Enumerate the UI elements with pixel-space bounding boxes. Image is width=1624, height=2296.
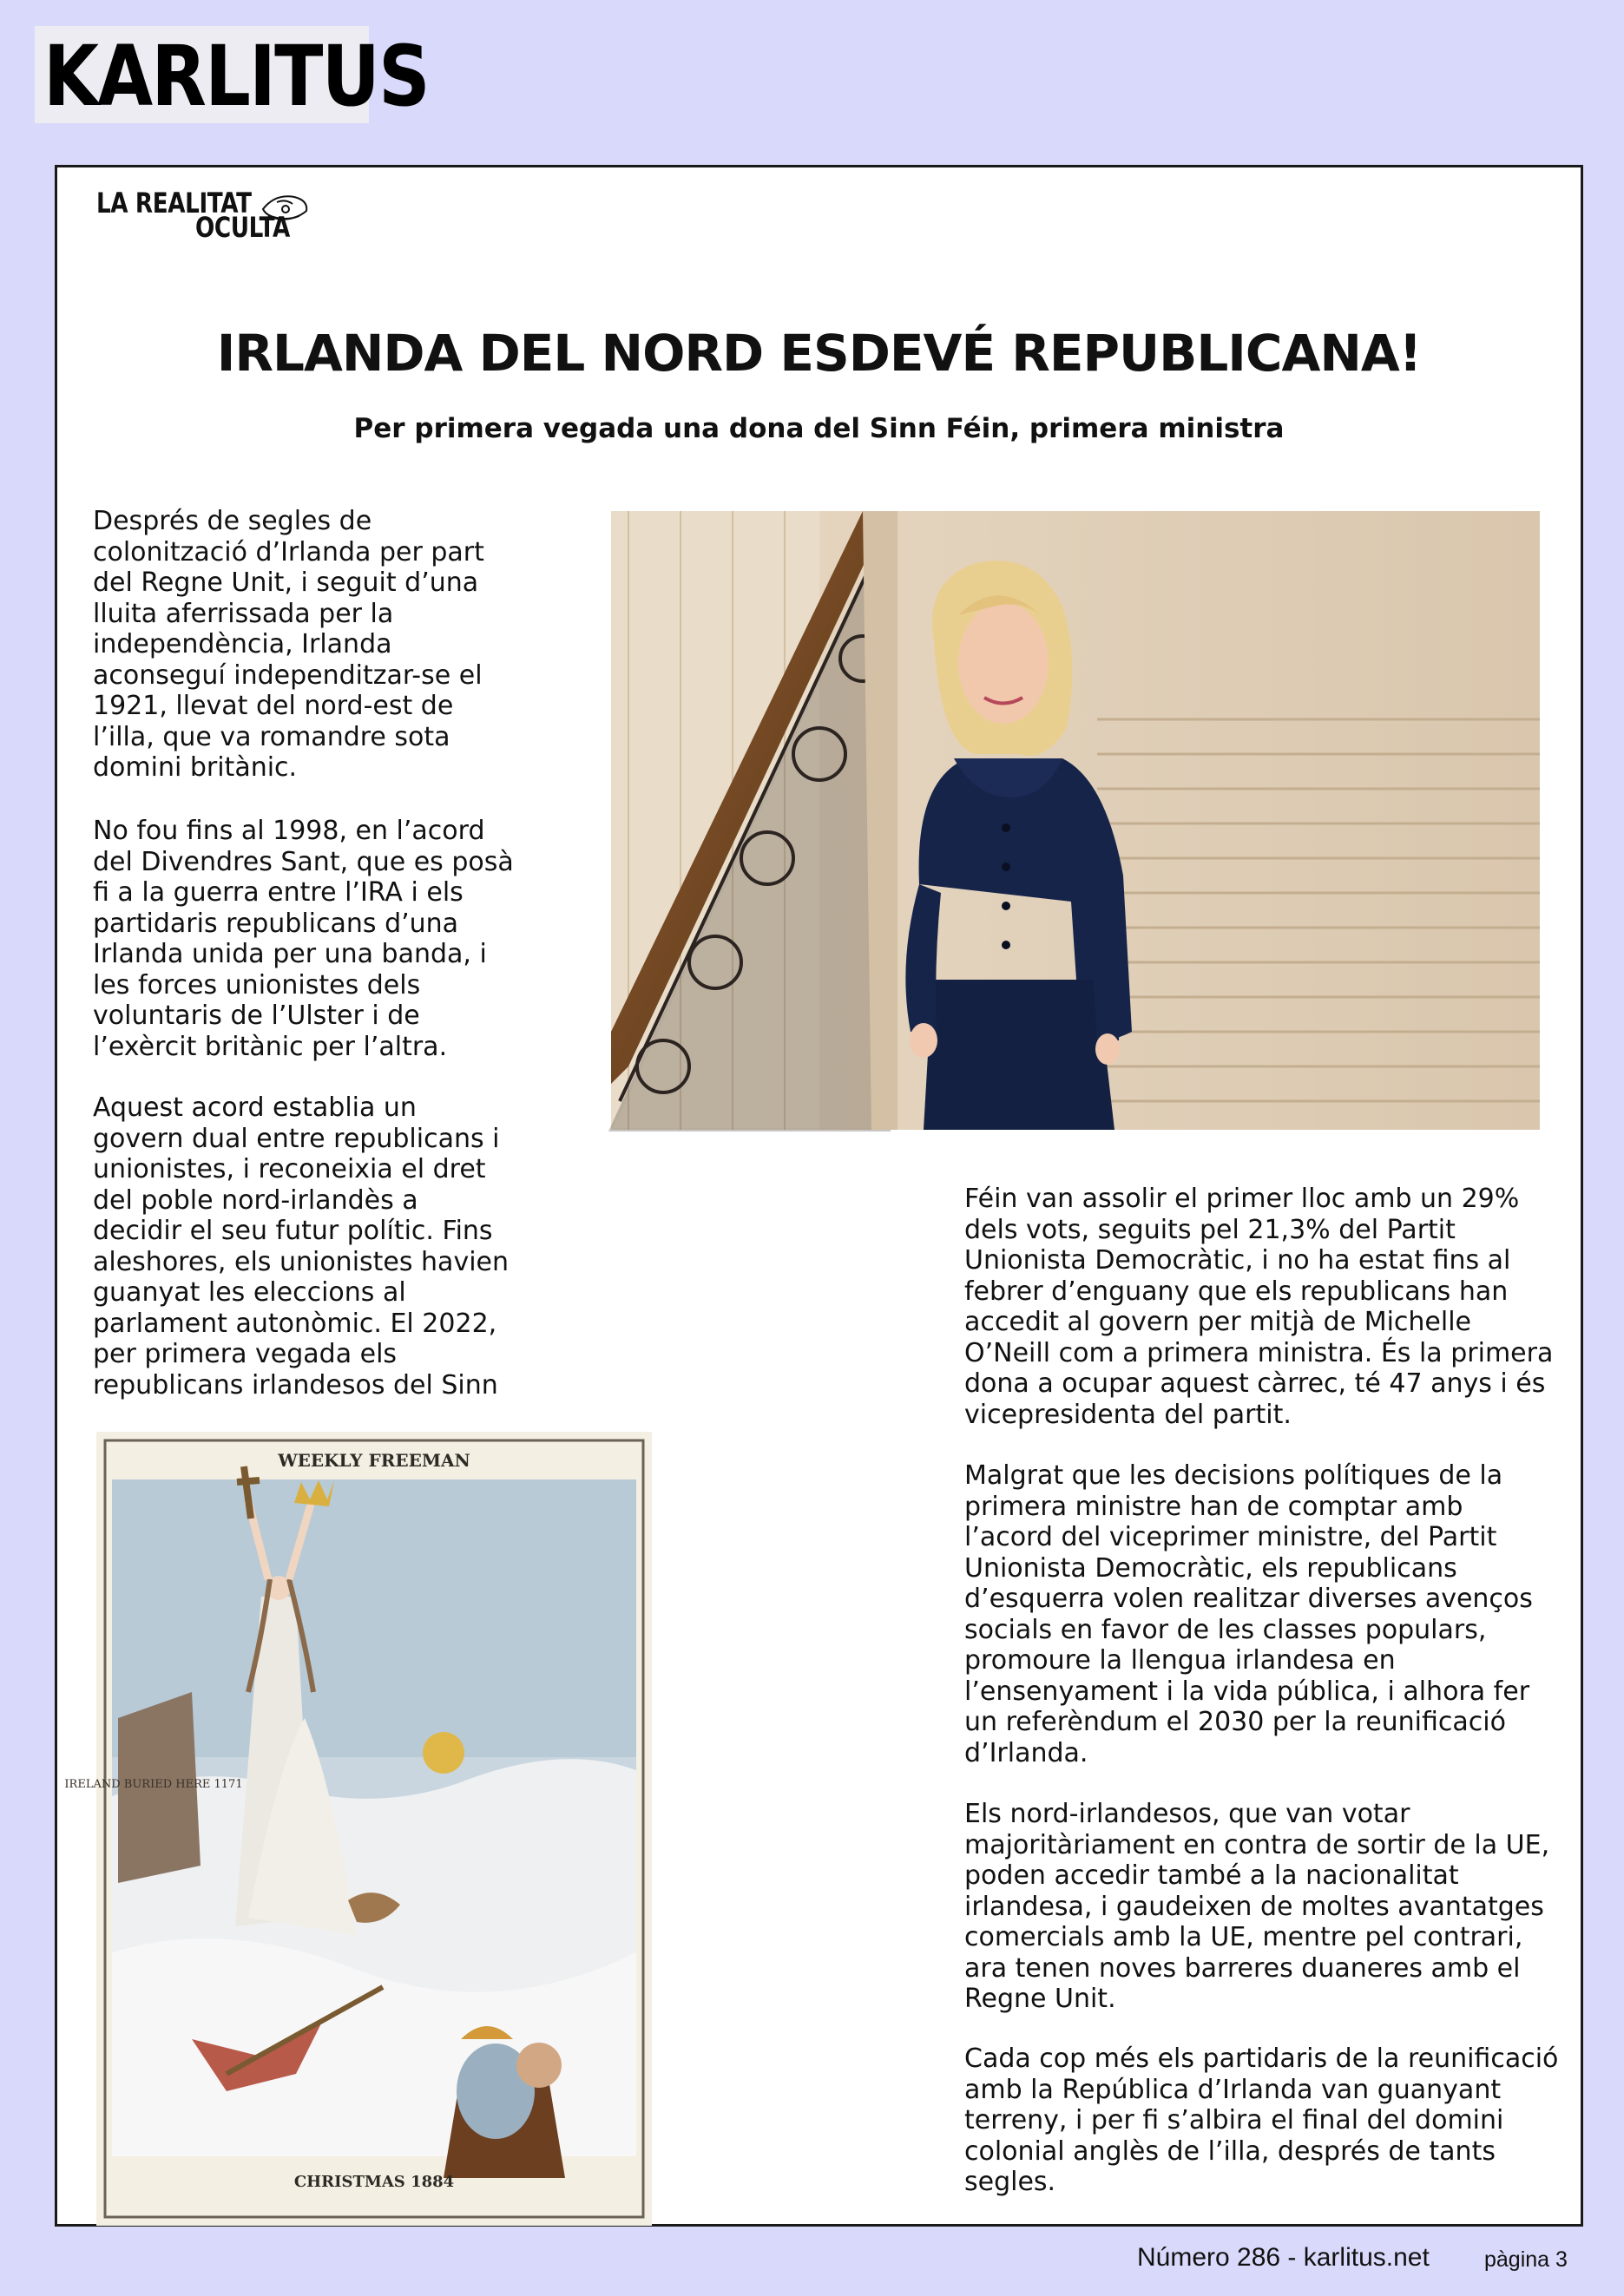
- eye-sketch-icon: [260, 190, 312, 225]
- michelle-oneill-photo: [611, 511, 1540, 1130]
- section-logo-line1: LA REALITAT: [96, 187, 252, 220]
- magazine-logo[interactable]: KARLITUS: [43, 28, 429, 125]
- article-subheadline: Per primera vegada una dona del Sinn Féin, primera ministra: [353, 413, 1285, 444]
- engraving-caption: CHRISTMAS 1884: [293, 2173, 455, 2191]
- weekly-freeman-engraving: [64, 1432, 652, 2226]
- footer-issue[interactable]: Número 286 - karlitus.net: [1137, 2243, 1430, 2272]
- section-logo: [96, 187, 313, 247]
- article-page: [55, 165, 1583, 2227]
- engraving-masthead: WEEKLY FREEMAN: [278, 1450, 470, 1471]
- engraving-tombstone: IRELAND BURIED HERE 1171: [64, 1778, 243, 1791]
- right-paragraph-3: Els nord-irlandesos, que van votar majoritàriament en contra de sortir de la UE, poden accedir també a la nacionalitat irlandesa, i gaudeixen de moltes avantatges comercials amb la UE, mentre pel contrari, ara tenen noves barreres duaneres amb el Regne Unit.: [964, 1799, 1550, 2014]
- right-paragraph-2: Malgrat que les decisions polítiques de la primera ministre han de comptar amb l’acord del viceprimer ministre, del Partit Unionista Democràtic, els republicans d’esquerra volen realitzar diverses avenços socials en favor de les classes populars, promoure la llengua irlandesa en l’ensenyament i la vida pública, i alhora fer un referèndum el 2030 per la reunificació d’Irlanda.: [964, 1460, 1533, 1768]
- left-paragraph-2: No fou fins al 1998, en l’acord del Divendres Sant, que es posà fi a la guerra entre l’IRA i els partidaris republicans d’una Irlanda unida per una banda, i les forces unionistes dels voluntaris de l’Ulster i de l’exèrcit britànic per l’altra.: [93, 816, 514, 1062]
- left-paragraph-3: Aquest acord establia un govern dual entre republicans i unionistes, i reconeixia el dret del poble nord-irlandès a decidir el seu futur polític. Fins aleshores, els unionistes havien guanyat les eleccions al parlament autonòmic. El 2022, per primera vegada els republicans irlandesos del Sinn: [93, 1092, 510, 1401]
- footer-page-number: pàgina 3: [1484, 2247, 1568, 2272]
- section-logo-line2: OCULTA: [195, 211, 290, 244]
- right-paragraph-1: Féin van assolir el primer lloc amb un 29% dels vots, seguits pel 21,3% del Partit Unionista Democràtic, i no ha estat fins al febrer d’enguany que els republicans han accedit al govern per mitjà de Michelle O’Neill com a primera ministra. És la primera dona a ocupar aquest càrrec, té 47 anys i és vicepresidenta del partit.: [964, 1184, 1554, 1430]
- article-headline: IRLANDA DEL NORD ESDEVÉ REPUBLICANA!: [216, 324, 1422, 383]
- left-paragraph-1: Després de segles de colonització d’Irlanda per part del Regne Unit, i seguit d’una lluita aferrissada per la independència, Irlanda aconseguí independitzar-se el 1921, llevat del nord-est de l’illa, que va romandre sota domini britànic.: [93, 506, 484, 783]
- right-paragraph-4: Cada cop més els partidaris de la reunificació amb la República d’Irlanda van guanyant terreny, i per fi s’albira el final del domini colonial anglès de l’illa, després de tants segles.: [964, 2043, 1559, 2197]
